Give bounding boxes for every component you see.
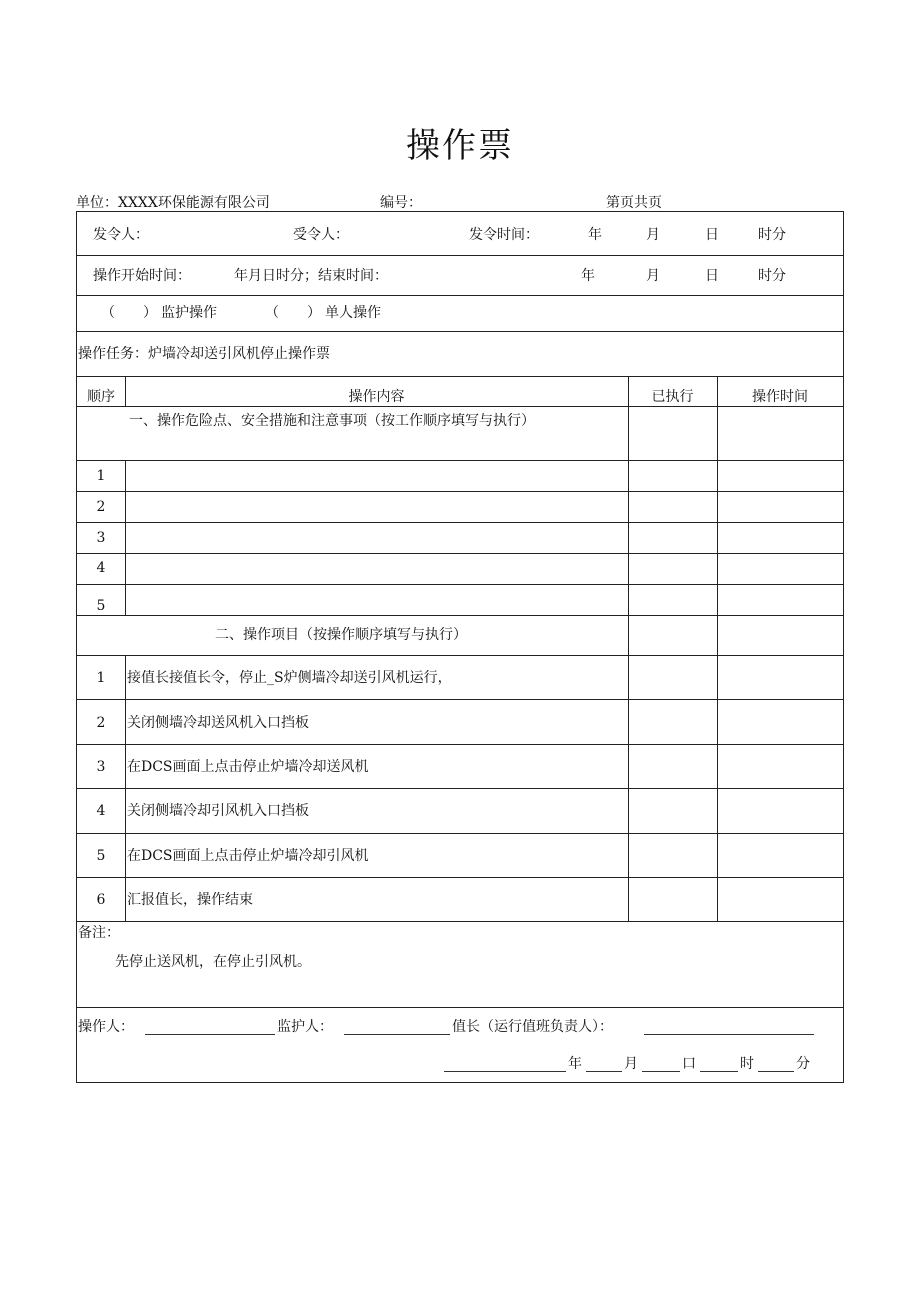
row-divider (77, 491, 843, 492)
operator-label: 操作人： (78, 1019, 134, 1035)
row-divider (77, 331, 843, 332)
section2-title: 二、操作项目（按操作顺序填写与执行） (215, 627, 467, 643)
section1-row-number: 1 (96, 468, 106, 484)
step-number: 5 (96, 848, 106, 864)
start-time-label: 操作开始时间： (93, 268, 191, 284)
date-year-label: 年 (568, 1056, 582, 1072)
step-text: 汇报值长，操作结束 (127, 892, 253, 908)
shift-leader-label: 值长（运行值班负责人）： (452, 1019, 613, 1035)
issue-year: 年 (588, 227, 602, 243)
row-divider (77, 615, 843, 616)
issue-hour-min: 时分 (758, 227, 786, 243)
row-divider (77, 376, 843, 377)
row-divider (77, 833, 843, 834)
row-divider (77, 877, 843, 878)
date-month-label: 月 (624, 1056, 638, 1072)
row-divider (77, 1007, 843, 1008)
row-divider (77, 921, 843, 922)
step-number: 2 (96, 715, 106, 731)
step-number: 1 (96, 670, 106, 686)
single-operation-label: 单人操作 (325, 305, 381, 321)
end-day: 日 (705, 268, 719, 284)
col-divider (628, 376, 629, 921)
receiver-label: 受令人： (293, 227, 349, 243)
col-time-header: 操作时间 (752, 389, 808, 405)
col-divider (717, 376, 718, 921)
issue-month: 月 (646, 227, 660, 243)
single-checkbox[interactable]: （ ） (265, 305, 321, 321)
row-divider (77, 460, 843, 461)
unit-label: 单位：XXXX环保能源有限公司 (76, 195, 270, 211)
step-text: 接值长接值长令，停止_S炉侧墙冷却送引风机运行， (127, 670, 452, 686)
section1-row-number: 2 (96, 499, 106, 515)
operator-signature-line[interactable] (145, 1020, 275, 1035)
issuer-label: 发令人： (93, 227, 149, 243)
col-divider (125, 460, 126, 615)
date-minute-line[interactable] (758, 1057, 794, 1072)
ticket-number-label: 编号： (380, 195, 422, 211)
shift-leader-signature-line[interactable] (644, 1020, 814, 1035)
date-month-line[interactable] (586, 1057, 622, 1072)
col-done-header: 已执行 (651, 389, 694, 405)
monitor-checkbox[interactable]: （ ） (101, 305, 157, 321)
section1-row-number: 5 (96, 598, 106, 614)
date-day-label: 口 (682, 1056, 696, 1072)
remarks-text: 先停止送风机，在停止引风机。 (115, 954, 311, 970)
row-divider (77, 522, 843, 523)
supervisor-signature-line[interactable] (344, 1020, 450, 1035)
row-divider (77, 744, 843, 745)
step-text: 关闭侧墙冷却送风机入口挡板 (127, 715, 309, 731)
step-text: 在DCS画面上点击停止炉墙冷却送风机 (127, 759, 369, 775)
row-divider (77, 406, 843, 407)
monitor-operation-label: 监护操作 (161, 305, 217, 321)
date-year-line[interactable] (444, 1057, 566, 1072)
step-number: 3 (96, 759, 106, 775)
section1-row-number: 3 (96, 530, 106, 546)
col-divider (125, 655, 126, 921)
col-seq-header: 顺序 (87, 389, 115, 405)
row-divider (77, 788, 843, 789)
date-minute-label: 分 (796, 1056, 810, 1072)
row-divider (77, 255, 843, 256)
end-hour-min: 时分 (758, 268, 786, 284)
ticket-table (76, 211, 844, 1083)
row-divider (77, 655, 843, 656)
step-number: 6 (96, 892, 106, 908)
date-hour-line[interactable] (700, 1057, 738, 1072)
step-number: 4 (96, 803, 106, 819)
step-text: 关闭侧墙冷却引风机入口挡板 (127, 803, 309, 819)
row-divider (77, 584, 843, 585)
date-day-line[interactable] (642, 1057, 680, 1072)
row-divider (77, 295, 843, 296)
section1-title: 一、操作危险点、安全措施和注意事项（按工作顺序填写与执行） (129, 413, 535, 429)
remarks-label: 备注： (78, 925, 120, 941)
page-count-label: 第页共页 (606, 195, 662, 211)
col-content-header: 操作内容 (348, 389, 405, 405)
issue-day: 日 (705, 227, 719, 243)
end-year: 年 (581, 268, 595, 284)
section1-row-number: 4 (96, 560, 106, 576)
operation-task: 操作任务：炉墙冷却送引风机停止操作票 (78, 346, 330, 362)
row-divider (77, 699, 843, 700)
step-text: 在DCS画面上点击停止炉墙冷却引风机 (127, 848, 369, 864)
supervisor-label: 监护人： (277, 1019, 333, 1035)
page-title: 操作票 (406, 126, 514, 166)
row-divider (77, 553, 843, 554)
end-month: 月 (646, 268, 660, 284)
issue-time-label: 发令时间： (469, 227, 539, 243)
date-hour-label: 时 (740, 1056, 754, 1072)
start-ymdhm-label: 年月日时分；结束时间： (234, 268, 388, 284)
